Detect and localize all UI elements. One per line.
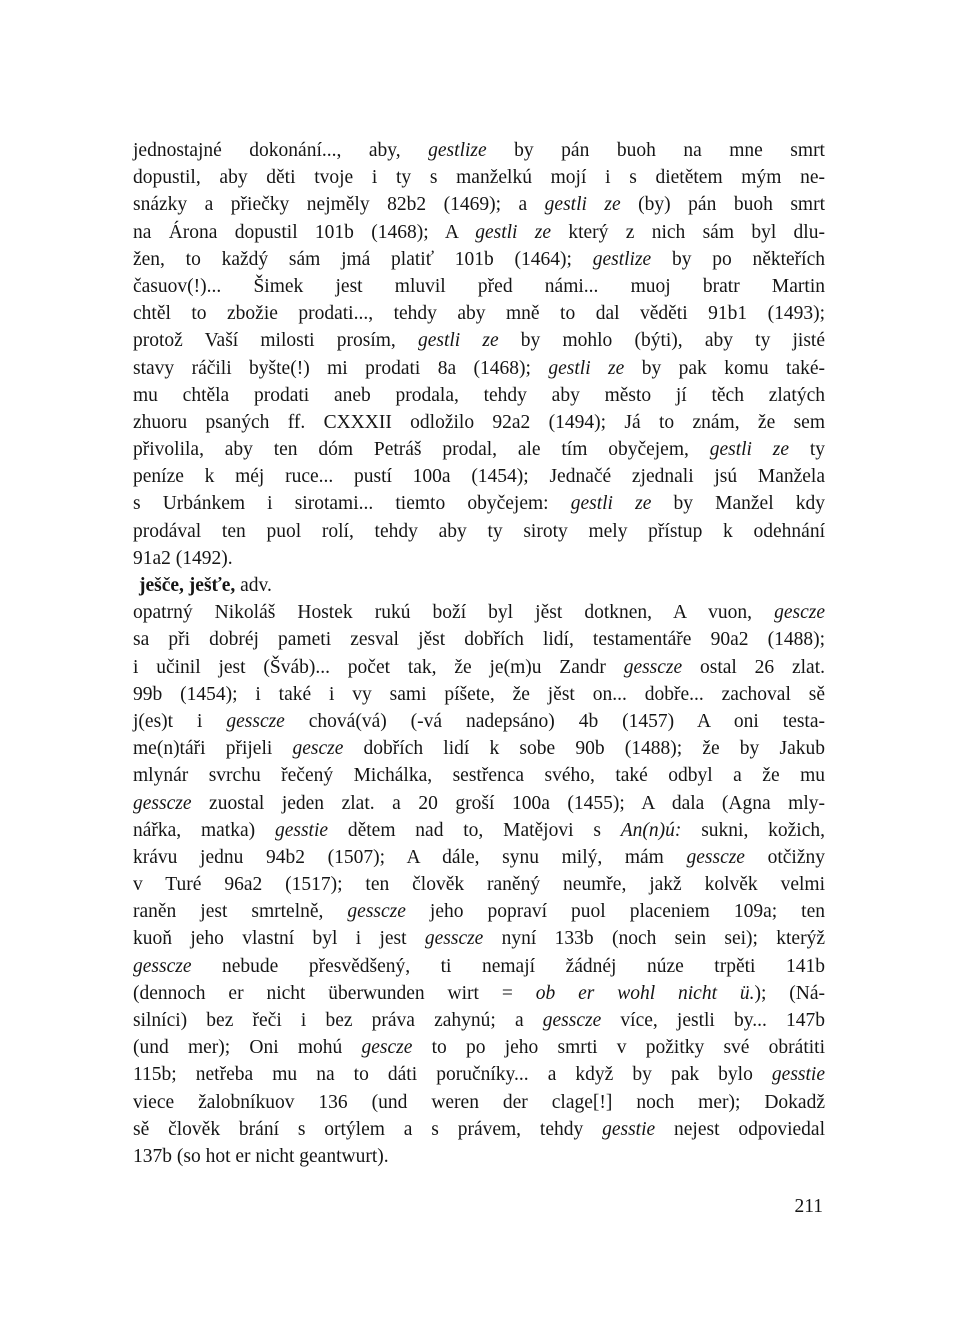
text-run: by pak komu také- [624, 357, 825, 379]
text-run: 137b (so hot er nicht geantwurt). [133, 1145, 389, 1167]
text-run: jeho popraví puol placeniem 109a; ten [405, 901, 826, 923]
text-line [133, 790, 825, 817]
text-line [133, 1034, 825, 1061]
text-line [133, 327, 825, 354]
text-line [133, 735, 825, 762]
text-run: by Manžel kdy [651, 493, 825, 515]
text-run: otčižny [744, 846, 825, 868]
text-line [133, 1143, 825, 1170]
text-line [133, 953, 825, 980]
text-run: chtěl to zbožie prodati..., tehdy aby mně to dal věděti 91b1 (1493); [133, 303, 825, 325]
text-line [133, 382, 825, 409]
italic-term: gesscze [226, 710, 285, 732]
italic-term: gescze [292, 738, 344, 760]
text-line [133, 925, 825, 952]
text-run: me(n)táři přijeli [133, 738, 293, 760]
headword: ješče, ješťe, [139, 575, 236, 596]
text-run: nejest odpoviedal [655, 1118, 825, 1140]
text-line [133, 1061, 825, 1088]
italic-term: gesscze [424, 928, 484, 950]
page-number: 211 [794, 1196, 823, 1217]
text-run: 91a2 (1492). [133, 547, 233, 569]
text-run: by po někteřích [651, 248, 825, 270]
text-run: (by) pán buoh smrt [620, 194, 825, 216]
text-run: dobřích lidí k sobe 90b (1488); že by Jakub [343, 738, 825, 760]
text-run: časuov(!)... Šimek jest mluvil před námi... muoj bratr Martin [133, 275, 825, 297]
text-run: mu chtěla prodati aneb prodala, tehdy aby město jí těch zlatých [133, 384, 825, 406]
text-run: nebude přesvědšený, ti nemají žádnéj núze trpěti 141b [191, 955, 825, 977]
italic-term: gestlize [592, 248, 652, 270]
text-run: prodával ten puol rolí, tehdy aby ty siroty mely přístup k odehnání [133, 520, 825, 542]
text-run: nyní 133b (noch sein sei); kterýž [483, 928, 825, 950]
italic-term: gestli ze [544, 194, 621, 216]
text-line [133, 762, 825, 789]
text-run: silníci) bez řeči i bez práva zahynú; a [133, 1010, 543, 1031]
text-line [133, 463, 825, 490]
text-run: stavy ráčili byšte(!) mi prodati 8a (1468); [133, 357, 549, 379]
text-line [133, 898, 825, 925]
text-run: sa při dobréj pameti zesval jěst dobřích lidí, testamentáře 90a2 (1488); [133, 629, 825, 651]
italic-term: gescze [361, 1037, 413, 1059]
text-line [133, 654, 825, 681]
text-line [133, 1007, 825, 1034]
text-line [133, 708, 825, 735]
italic-term: gesstie [274, 819, 329, 841]
italic-term: gestli ze [709, 439, 790, 461]
text-run: (und mer); Oni mohú [133, 1037, 362, 1059]
text-run: 99b (1454); i také i vy sami píšete, že jěst on... dobře... zachoval sě [133, 683, 825, 705]
text-run: jednostajné dokonání..., aby, [133, 140, 429, 161]
text-line [133, 817, 825, 844]
text-run: sukni, kožich, [681, 819, 825, 841]
italic-term: An(n)ú: [620, 819, 682, 841]
text-run: 115b; netřeba mu na to dáti poručníky... a když by pak bylo [133, 1064, 772, 1086]
part-of-speech: adv. [235, 575, 272, 596]
text-run: sě člověk brání s ortýlem a s právem, tehdy [133, 1118, 603, 1140]
text-run: snázky a přiečky nejměly 82b2 (1469); a [133, 194, 545, 216]
italic-term: gesscze [133, 955, 192, 977]
text-line [133, 980, 825, 1007]
text-run: na Árona dopustil 101b (1468); A [133, 221, 476, 243]
text-run: mlynár svrchu řečený Michálka, sestřenca svého, také odbyl a že mu [133, 765, 825, 787]
italic-term: gesscze [542, 1010, 602, 1031]
text-line [133, 490, 825, 517]
text-line [133, 355, 825, 382]
text-run: i učinil jest (Šváb)... počet tak, že je(m)u Zandr [133, 656, 624, 678]
text-line [133, 409, 825, 436]
text-line [133, 518, 825, 545]
text-run: zhuoru psaných ff. CXXXII odložilo 92a2 (1494); Já to znám, že sem [133, 411, 825, 433]
text-run: ty [789, 439, 826, 461]
text-line [133, 1089, 825, 1116]
text-run: ostal 26 zlat. [682, 656, 825, 678]
italic-term: gescze [774, 602, 825, 624]
text-run: raněn jest smrtelně, [133, 901, 348, 923]
text-run: by mohlo (býti), aby ty jisté [498, 330, 825, 352]
text-line [133, 1116, 825, 1143]
text-run: více, jestli by... 147b [601, 1010, 825, 1031]
italic-term: gestli ze [417, 330, 499, 352]
text-line [133, 164, 825, 191]
text-line [133, 436, 825, 463]
italic-term: gesstie [602, 1118, 656, 1140]
text-run: (dennoch er nicht überwunden wirt = [133, 982, 536, 1004]
text-run: s Urbánkem i sirotami... tiemto obyčejem: [133, 493, 571, 515]
text-run: který z nich sám byl dlu- [551, 221, 825, 243]
text-line [133, 871, 825, 898]
text-run: by pán buoh na mne smrt [486, 140, 825, 161]
text-run: protož Vaší milosti prosím, [133, 330, 418, 352]
italic-term: gesscze [686, 846, 745, 868]
text-run: kuoň jeho vlastní byl i jest [133, 928, 425, 950]
italic-term: ob er wohl nicht ü. [535, 982, 755, 1004]
text-run: viece žalobníkuov 136 (und weren der clage[!] noch mer); Dokadž [133, 1091, 825, 1113]
text-line [133, 191, 825, 218]
text-line [133, 137, 825, 164]
text-line [133, 246, 825, 273]
text-line [133, 844, 825, 871]
text-run: j(es)t i [133, 710, 227, 732]
italic-term: gestli ze [475, 221, 552, 243]
text-run: dětem nad to, Matějovi s [328, 819, 621, 841]
text-line [133, 273, 825, 300]
text-run: opatrný Nikoláš Hostek rukú boží byl jěst dotknen, A vuon, [133, 602, 775, 624]
text-line [133, 681, 825, 708]
text-line [133, 599, 825, 626]
text-line [133, 219, 825, 246]
entry-headword-line [133, 572, 825, 599]
text-line [133, 626, 825, 653]
text-run: krávu jednu 94b2 (1507); A dále, synu milý, mám [133, 846, 687, 868]
text-run: v Turé 96a2 (1517); ten člověk raněný neumře, jakž kolvěk velmi [133, 874, 825, 896]
italic-term: gestlize [428, 140, 487, 161]
italic-term: gesscze [133, 792, 192, 814]
italic-term: gestli ze [570, 493, 652, 515]
italic-term: gestli ze [548, 357, 625, 379]
text-run: žen, to každý sám jmá platiť 101b (1464); [133, 248, 593, 270]
text-run: ); (Ná- [754, 982, 825, 1004]
italic-term: gesstie [771, 1064, 825, 1086]
text-line [133, 545, 825, 572]
text-run: peníze k méj ruce... pustí 100a (1454); Jednačé zjednali jsú Manžela [133, 466, 825, 488]
text-run: to po jeho smrti v požitky své obrátiti [412, 1037, 825, 1059]
text-run: zuostal jeden zlat. a 20 groší 100a (1455); A dala (Agna mly- [191, 792, 825, 814]
text-run: nářka, matka) [133, 819, 275, 841]
text-run: přivolila, aby ten dóm Petráš prodal, ale tím obyčejem, [133, 439, 710, 461]
text-run: chová(vá) (-vá nadepsáno) 4b (1457) A oni testa- [284, 710, 825, 732]
text-line [133, 300, 825, 327]
italic-term: gesscze [347, 901, 406, 923]
italic-term: gesscze [623, 656, 683, 678]
body-text [133, 137, 825, 1170]
text-run: dopustil, aby děti tvoje i ty s manželkú mojí i s dietětem mým ne- [133, 167, 825, 189]
